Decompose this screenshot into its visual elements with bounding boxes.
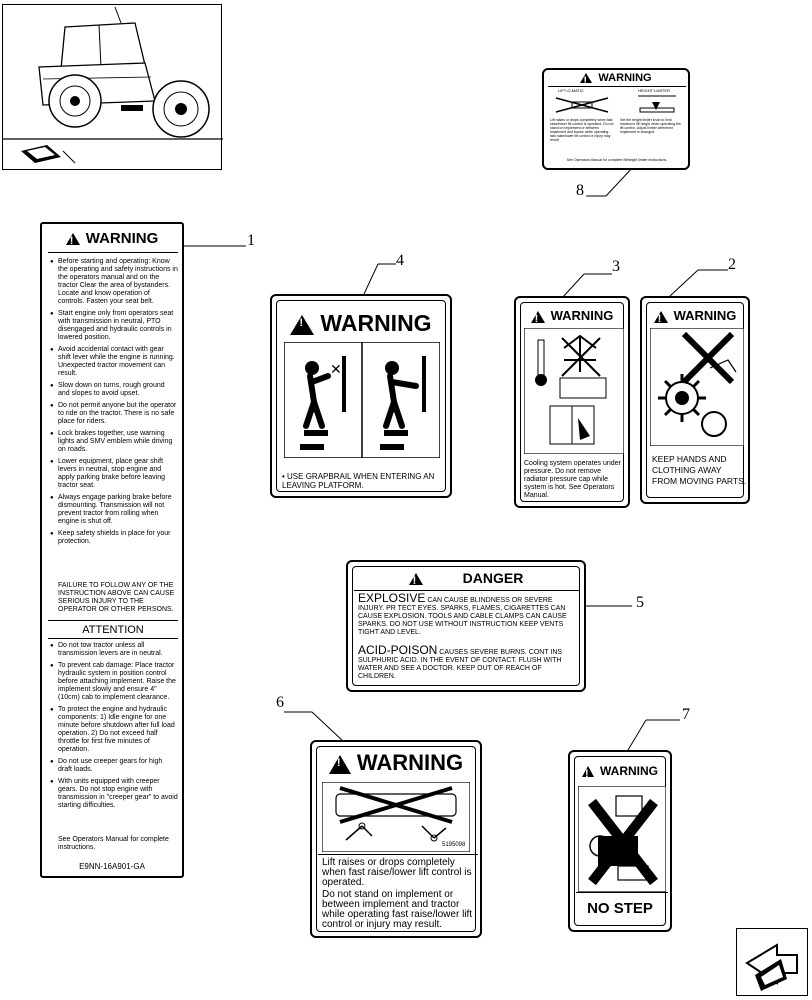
decal-5-acid-block — [358, 643, 580, 681]
decal-8-right-text: Set the height limiter knob to limit maximum lift height when operating the lift control. Adjust limiter whenever implement is changed. — [620, 118, 681, 134]
warning-triangle-icon — [531, 311, 545, 323]
decal-4-text: • USE GRAPBRAIL WHEN ENTERING AN LEAVING PLATFORM. — [282, 472, 435, 490]
grabrail-pictogram — [284, 342, 440, 458]
decal-8-right-title: HEIGHT LIMITER — [638, 88, 670, 93]
warning-triangle-icon — [580, 73, 592, 83]
attention-rule-item: ● Do not use creeper gears for high draft loads. — [50, 758, 178, 774]
attention-rule-item: ● To protect the engine and hydraulic components: 1) Idle engine for one minute before shutdown after full load operation. 2) Do not exceed half throttle for first five minutes of operation. — [50, 706, 178, 754]
warning-triangle-icon — [409, 573, 423, 585]
decal-1-tall-warning — [40, 222, 184, 878]
decal-5-title: DANGER — [462, 570, 524, 586]
decal-8-lift-warning — [542, 68, 690, 170]
decal-5-acid-heading: ACID-POISON — [358, 643, 438, 657]
decal-4-grabrail-warning — [270, 294, 452, 498]
decal-3-text: Cooling system operates under pressure. Do not remove radiator pressure cap while system is hot. See Operators Manual. — [524, 460, 621, 499]
warning-triangle-icon — [654, 311, 668, 323]
attention-rule-item: ● With units equipped with creeper gears. Do not stop engine with transmission in "creeper gear" to avoid starting difficulties. — [50, 778, 178, 810]
decal-3-cooling-warning — [514, 296, 630, 508]
decal-6-header — [312, 750, 480, 776]
warning-rule-item: ● Slow down on turns, rough ground and slopes to avoid upset. — [50, 382, 178, 398]
callout-2: 2 — [728, 256, 736, 273]
decal-1-title: WARNING — [85, 230, 159, 247]
attention-rule-item: ● To prevent cab damage: Place tractor hydraulic system in position control before attaching implement. Raise the implement slowly and ensure 4" (10cm) cab to implement clearance. — [50, 662, 178, 702]
warning-triangle-icon — [582, 766, 594, 777]
decal-5-acid-text: CAUSES SEVERE BURNS. CONT INS SULPHURIC ACID. IN THE EVENT OF CONTACT. FLUSH WITH WATER AND SEE A DOCTOR. KEEP OUT OF REACH OF CHILDREN. — [358, 649, 563, 680]
warning-rule-item: ● Do not permit anyone but the operator to ride on the tractor. There is no safe place for riders. — [50, 402, 178, 426]
warning-rule-item: ● Lower equipment, place gear shift levers in neutral, stop engine and apply parking brake before leaving tractor seat. — [50, 458, 178, 490]
decal-1-rules-list — [50, 258, 178, 550]
decal-2-moving-parts-warning — [640, 296, 750, 504]
decal-1-failure-text: FAILURE TO FOLLOW ANY OF THE INSTRUCTION ABOVE CAN CAUSE SERIOUS INJURY TO THE OPERATOR OR OTHER PERSONS. — [58, 582, 175, 613]
no-step-pictogram — [578, 786, 666, 892]
decal-6-text-2: Do not stand on implement or between implement and tractor while operating fast raise/lower lift control or injury may result. — [322, 889, 473, 930]
decal-2-title: WARNING — [673, 308, 737, 323]
callout-4: 4 — [396, 252, 404, 269]
warning-rule-item: ● Always engage parking brake before dismounting. Transmission will not prevent tractor from rolling when engine is shut off. — [50, 494, 178, 526]
decal-8-left-text: Lift raises or drops completely when fast raise/lower lift control is operated. Do not stand on implement or between implement and tractor while operating fast raise/lower lift control or injury may result. — [550, 118, 614, 142]
decal-8-title: WARNING — [598, 72, 652, 84]
warning-triangle-icon — [329, 755, 351, 774]
warning-rule-item: ● Avoid accidental contact with gear shift lever while the engine is running. Unexpected tractor movement can result. — [50, 346, 178, 378]
warning-rule-item: ● Lock brakes together, use warning lights and SMV emblem while driving on roads. — [50, 430, 178, 454]
decal-5-explosive-block — [358, 591, 580, 637]
decal-6-text-1: Lift raises or drops completely when fast raise/lower lift control is operated. — [322, 857, 472, 888]
callout-1: 1 — [247, 232, 255, 249]
decal-2-header — [642, 308, 748, 323]
decal-3-header — [516, 308, 628, 323]
decal-2-text: KEEP HANDS AND CLOTHING AWAY FROM MOVING PARTS. — [652, 454, 747, 486]
decal-5-battery-danger — [346, 560, 586, 692]
radiator-pictogram — [524, 328, 624, 454]
decal-6-lift-control-warning — [310, 740, 482, 938]
decal-1-attention-list — [50, 642, 178, 814]
decal-8-header — [544, 72, 688, 84]
decal-7-header — [570, 764, 670, 778]
decal-8-footer: See Operators Manual for complete lift/height limiter instructions. — [566, 158, 668, 162]
decal-7-no-step — [568, 750, 672, 932]
warning-triangle-icon — [290, 315, 314, 335]
decal-4-title: WARNING — [320, 310, 432, 336]
callout-3: 3 — [612, 258, 620, 275]
decal-1-manual-note: See Operators Manual for complete instructions. — [58, 836, 169, 851]
fan-belt-pictogram — [650, 328, 744, 446]
warning-rule-item: ● Start engine only from operators seat with transmission in neutral, PTO disengaged and hydraulic controls in lowered position. — [50, 310, 178, 342]
decal-5-explosive-text: CAN CAUSE BLINDNESS OR SEVERE INJURY. PR TECT EYES. SPARKS, FLAMES, CIGARETTES CAN CAUSE EXPLOSION. TOOLS AND CABLE CLAMPS CAN CAUSE SPARKS. DO NOT USE WITHOUT INSTRUCTION KEEP VENTS TIGHT AND LEVEL. — [358, 597, 567, 636]
decal-6-code: 5195098 — [442, 842, 466, 848]
decal-1-code: E9NN-16A901-GA — [79, 862, 145, 871]
decal-1-header — [42, 230, 182, 247]
svg-text:✕: ✕ — [330, 362, 342, 378]
warning-rule-item: ● Before starting and operating: Know the operating and safety instructions in the operators manual and on the tractor Clear the area of bystanders. Locate and know operation of controls. Fasten your seat belt. — [50, 258, 178, 306]
next-page-arrow-icon[interactable] — [736, 928, 808, 996]
decal-5-explosive-heading: EXPLOSIVE — [358, 591, 426, 605]
decal-8-left-title: LIFT-O-MATIC — [558, 88, 584, 93]
callout-8: 8 — [576, 182, 584, 199]
callout-5: 5 — [636, 594, 644, 611]
decal-3-title: WARNING — [550, 308, 614, 323]
attention-rule-item: ● Do not tow tractor unless all transmission levers are in neutral. — [50, 642, 178, 658]
decal-7-text: NO STEP — [587, 900, 653, 917]
decal-1-attention-title: ATTENTION — [82, 624, 144, 636]
decal-6-title: WARNING — [356, 750, 464, 775]
warning-triangle-icon — [66, 233, 80, 245]
callout-6: 6 — [276, 694, 284, 711]
warning-rule-item: ● Keep safety shields in place for your protection. — [50, 530, 178, 546]
lift-diagram-icon — [552, 94, 682, 116]
decal-7-title: WARNING — [600, 764, 658, 778]
decal-4-header — [272, 310, 450, 337]
decal-5-header — [348, 570, 584, 586]
callout-7: 7 — [682, 706, 690, 723]
